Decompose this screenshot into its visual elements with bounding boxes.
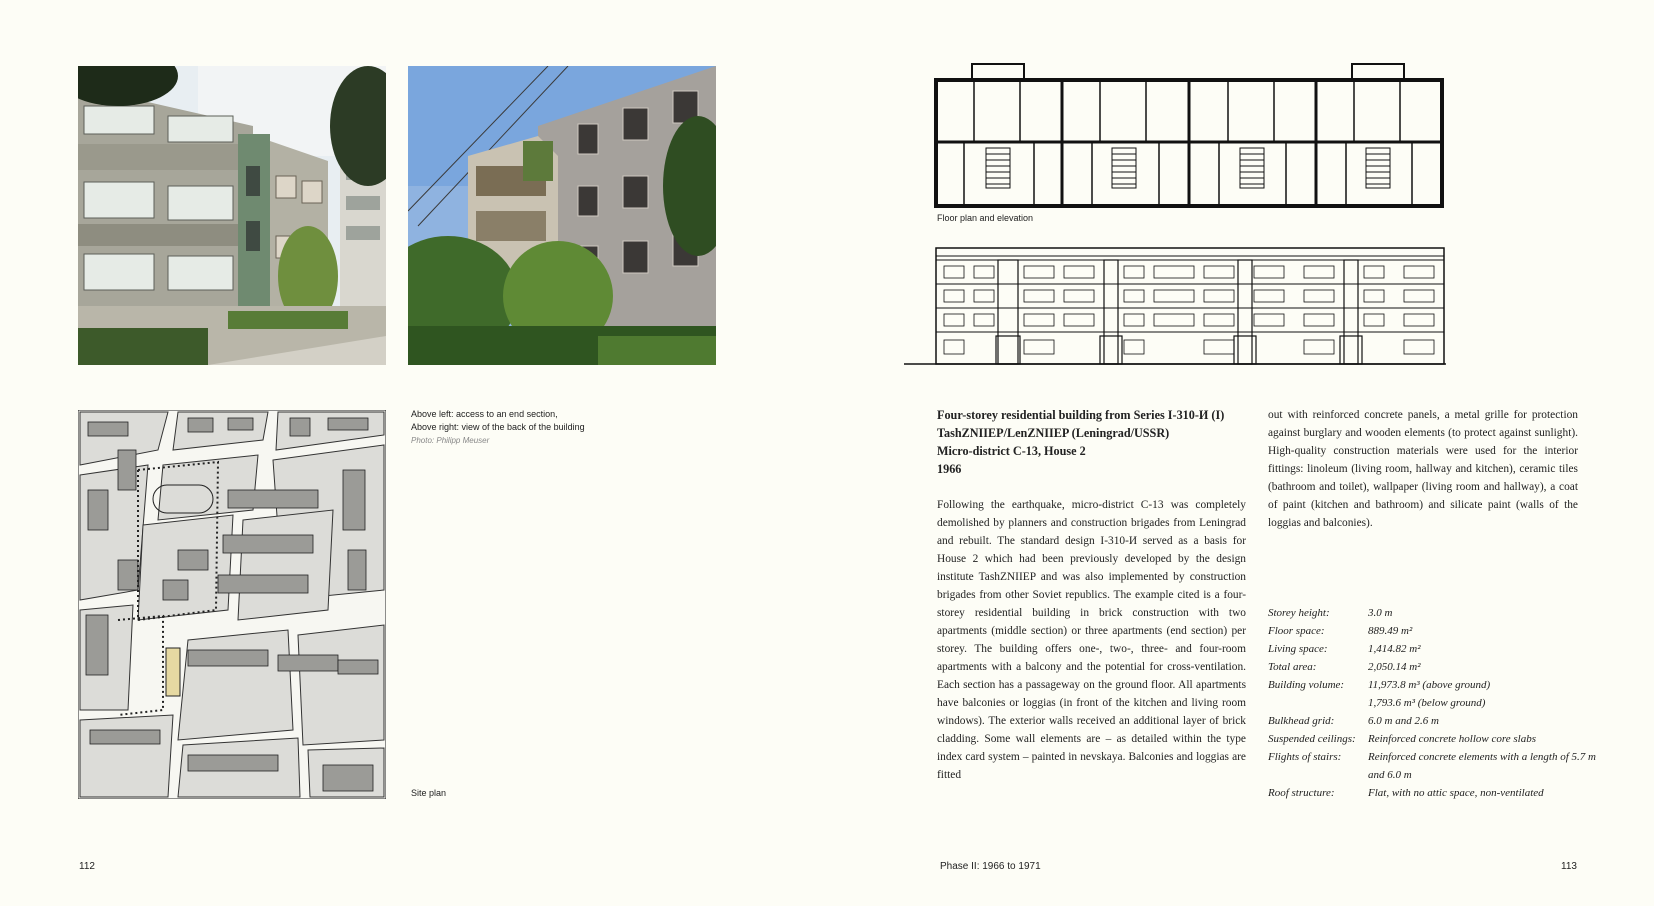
- spec-key: Building volume:: [1268, 679, 1345, 691]
- spec-value: 1,793.6 m³ (below ground): [1368, 697, 1486, 709]
- drawing-label: Floor plan and elevation: [937, 213, 1034, 223]
- spec-value: 2,050.14 m²: [1368, 661, 1421, 673]
- specs-table: [1268, 604, 1608, 802]
- body-text-column-2: [1268, 406, 1578, 532]
- caption-line-right: Above right: view of the back of the building: [411, 422, 585, 432]
- running-footer: Phase II: 1966 to 1971: [940, 861, 1041, 872]
- spec-row: [1268, 676, 1608, 694]
- spec-row: [1268, 784, 1608, 802]
- heading-title: Four-storey residential building from Series I-310-И (I): [937, 408, 1225, 422]
- spec-row: [1268, 604, 1608, 622]
- photo-end-section: [78, 66, 386, 365]
- spec-key: Flights of stairs:: [1268, 751, 1342, 763]
- body-paragraph-1: Following the earthquake, micro-district C-13 was completely demolished by planners and construction brigades from Leningrad and rebuilt. The standard design I-310-И served as a basis for House 2 which had been previously developed by the design institute TashZNIIEP and was also implemented by construction brigades from other Soviet republics. The example cited is a four-storey residential building in brick construction with two apartments (middle section) or three apartments (end section) per storey. The building offers one-, two-, three- and four-room apartments with a balcony and the potential for cross-ventilation. Each section has a passageway on the ground floor. All apartments have balconies or loggias (in front of the kitchen and living room windows). The exterior walls received an additional layer of brick cladding. Some wall elements are – as detailed within the type index card system – painted in nevskaya. Balconies and loggias are fitted: [937, 499, 1246, 781]
- photo-credit: Photo: Philipp Meuser: [411, 436, 490, 445]
- spec-row: [1268, 712, 1608, 730]
- spec-value: 1,414.82 m²: [1368, 643, 1421, 655]
- spec-key: Storey height:: [1268, 607, 1330, 619]
- spec-key: Living space:: [1268, 643, 1328, 655]
- spec-row: [1268, 694, 1608, 712]
- spec-key: Roof structure:: [1268, 787, 1335, 799]
- spec-row: [1268, 730, 1608, 748]
- spec-key: Total area:: [1268, 661, 1317, 673]
- page-number-left: 112: [79, 861, 95, 872]
- spec-key: Suspended ceilings:: [1268, 733, 1356, 745]
- spec-row: [1268, 622, 1608, 640]
- body-text-column-1: [937, 496, 1246, 784]
- spec-row: [1268, 658, 1608, 676]
- page-number-right: 113: [1561, 861, 1577, 872]
- heading-year: 1966: [937, 462, 962, 476]
- site-plan-label: Site plan: [411, 788, 447, 798]
- caption-line-left: Above left: access to an end section,: [411, 409, 558, 419]
- spec-value: 11,973.8 m³ (above ground): [1368, 679, 1491, 691]
- photo-back-of-building: [408, 66, 716, 365]
- spec-key: [1268, 694, 1368, 712]
- site-plan-map: [78, 410, 386, 799]
- heading-architects: TashZNIIEP/LenZNIIEP (Leningrad/USSR): [937, 426, 1170, 440]
- spec-value: Reinforced concrete elements with a length of 5.7 m and 6.0 m: [1368, 751, 1596, 781]
- heading-location: Micro-district C-13, House 2: [937, 444, 1086, 458]
- body-paragraph-2: out with reinforced concrete panels, a metal grille for protection against burglary and wooden elements (to protect against sunlight). High-quality construction materials were used for the interior fittings: linoleum (living room, hallway and kitchen), ceramic tiles (bathroom and toilet), wallpaper (living room and hallway), a coat of paint (kitchen and bathroom) and silicate paint (walls of the loggias and balconies).: [1268, 409, 1578, 529]
- spec-value: 3.0 m: [1368, 607, 1393, 619]
- project-heading: [937, 406, 1257, 478]
- spec-row: [1268, 640, 1608, 658]
- spec-value: 889.49 m²: [1368, 625, 1413, 637]
- spec-key: Bulkhead grid:: [1268, 715, 1335, 727]
- photo-caption: [411, 408, 611, 447]
- spec-row: [1268, 748, 1608, 784]
- spec-value: Reinforced concrete hollow core slabs: [1368, 733, 1537, 745]
- spec-value: 6.0 m and 2.6 m: [1368, 715, 1439, 727]
- spec-key: Floor space:: [1268, 625, 1325, 637]
- elevation-drawing: [904, 246, 1446, 366]
- floor-plan-drawing: [934, 62, 1444, 208]
- spec-value: Flat, with no attic space, non-ventilated: [1368, 787, 1544, 799]
